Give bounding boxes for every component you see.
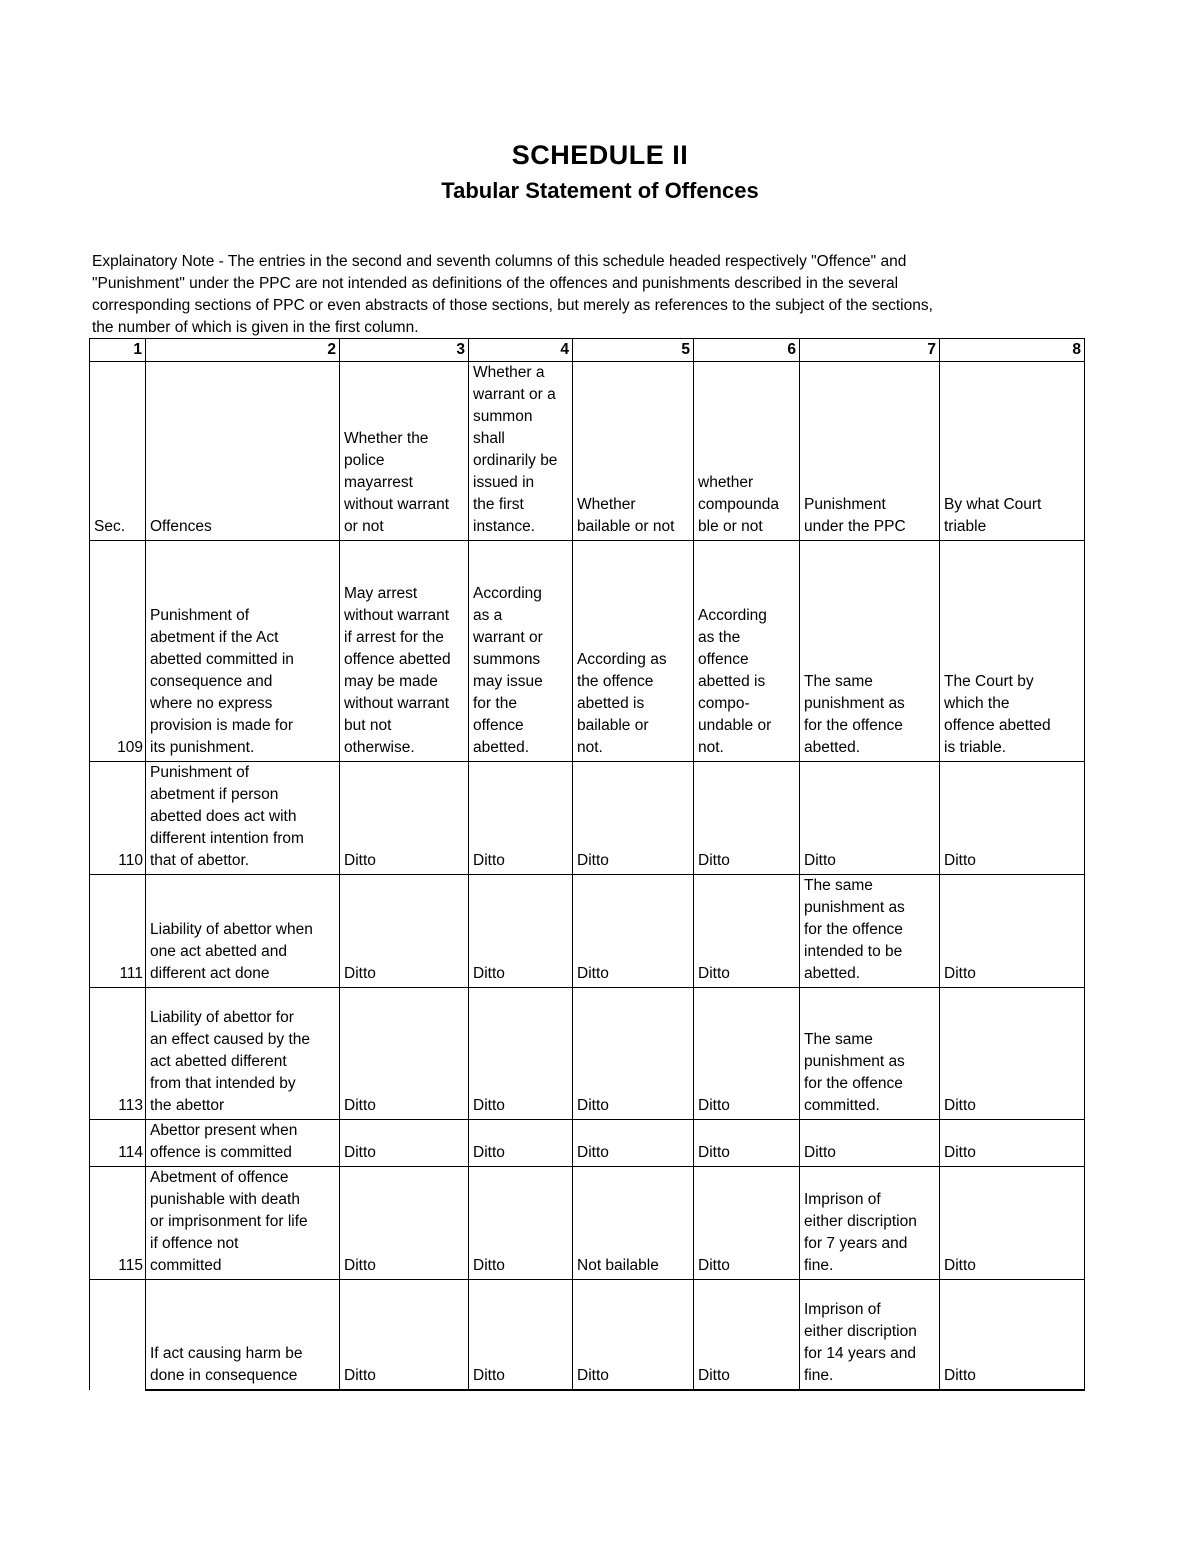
table-cell: Ditto [940,1280,1085,1390]
table-cell: According as the offence abetted is bailable or not. [573,541,694,762]
explanatory-note [92,251,1092,339]
section-number: 114 [90,1120,146,1167]
table-cell: Liability of abettor when one act abetted and different act done [146,875,340,988]
table-cell: Abettor present when offence is committed [146,1120,340,1167]
table-row [90,1120,1085,1167]
note-line: corresponding sections of PPC or even abstracts of those sections, but merely as references to the subject of the sections, [92,297,933,314]
table-row [90,1167,1085,1280]
column-header: Whether a warrant or a summon shall ordinarily be issued in the first instance. [469,362,573,541]
column-number-row [90,339,1085,362]
table-row [90,541,1085,762]
column-header: Punishment under the PPC [800,362,940,541]
table-cell: Imprison of either discription for 7 years and fine. [800,1167,940,1280]
table-cell: Ditto [694,1280,800,1390]
column-header: Sec. [90,362,146,541]
table-cell: Ditto [469,1280,573,1390]
note-line: "Punishment" under the PPC are not intended as definitions of the offences and punishments described in the several [92,275,899,292]
table-cell: Ditto [940,1167,1085,1280]
table-cell: Ditto [340,1120,469,1167]
table-cell: If act causing harm be done in consequence [146,1280,340,1390]
column-number: 2 [146,339,340,362]
table-cell: According as the offence abetted is compo- undable or not. [694,541,800,762]
page-title: SCHEDULE II [511,140,689,170]
table-cell: Ditto [573,875,694,988]
table-cell: Ditto [800,762,940,875]
section-number [90,1280,146,1390]
note-line: Explainatory Note - The entries in the second and seventh columns of this schedule headed respectively "Offence" and [92,253,907,270]
header-row [90,362,1085,541]
column-header: By what Court triable [940,362,1085,541]
table-cell: Ditto [573,988,694,1120]
table-cell: Ditto [694,1167,800,1280]
table-cell: Ditto [469,762,573,875]
table-cell: The same punishment as for the offence abetted. [800,541,940,762]
section-number: 110 [90,762,146,875]
column-number: 8 [940,339,1085,362]
column-number: 1 [90,339,146,362]
table-cell: Ditto [694,762,800,875]
column-header: Offences [146,362,340,541]
table-row [90,875,1085,988]
table-cell: The same punishment as for the offence intended to be abetted. [800,875,940,988]
table-cell: Ditto [694,875,800,988]
table-cell: Ditto [469,875,573,988]
table-row [90,1280,1085,1390]
section-number: 115 [90,1167,146,1280]
table-cell: The Court by which the offence abetted is triable. [940,541,1085,762]
column-number: 5 [573,339,694,362]
table-cell: Ditto [469,1120,573,1167]
column-number: 7 [800,339,940,362]
table-cell: Ditto [800,1120,940,1167]
table-row [90,762,1085,875]
offences-table [89,338,1085,1391]
section-number: 111 [90,875,146,988]
table-cell: Ditto [573,1280,694,1390]
table-cell: Ditto [694,988,800,1120]
table-cell: Ditto [940,762,1085,875]
table-cell: May arrest without warrant if arrest for the offence abetted may be made without warrant but not otherwise. [340,541,469,762]
table-cell: Abetment of offence punishable with death or imprisonment for life if offence not committed [146,1167,340,1280]
column-number: 6 [694,339,800,362]
table-cell: Ditto [469,1167,573,1280]
table-cell: Ditto [340,1167,469,1280]
table-cell: Ditto [573,1120,694,1167]
section-number: 113 [90,988,146,1120]
column-number: 4 [469,339,573,362]
note-line: the number of which is given in the first column. [92,319,419,336]
page-subtitle: Tabular Statement of Offences [441,178,759,203]
column-header: Whether the police mayarrest without warrant or not [340,362,469,541]
table-cell: Not bailable [573,1167,694,1280]
column-number: 3 [340,339,469,362]
table-cell: Ditto [694,1120,800,1167]
table-cell: Liability of abettor for an effect caused by the act abetted different from that intended by the abettor [146,988,340,1120]
table-cell: Imprison of either discription for 14 years and fine. [800,1280,940,1390]
section-number: 109 [90,541,146,762]
column-header: Whether bailable or not [573,362,694,541]
table-cell: Ditto [340,988,469,1120]
table-cell: Ditto [340,762,469,875]
table-cell: According as a warrant or summons may issue for the offence abetted. [469,541,573,762]
table-cell: Ditto [940,1120,1085,1167]
table-cell: Ditto [340,875,469,988]
table-cell: Ditto [340,1280,469,1390]
table-cell: Punishment of abetment if person abetted does act with different intention from that of abettor. [146,762,340,875]
table-cell: Ditto [469,988,573,1120]
table-cell: Punishment of abetment if the Act abetted committed in consequence and where no express provision is made for its punishment. [146,541,340,762]
table-row [90,988,1085,1120]
table-cell: Ditto [940,875,1085,988]
table-cell: The same punishment as for the offence committed. [800,988,940,1120]
table-cell: Ditto [940,988,1085,1120]
column-header: whether compounda ble or not [694,362,800,541]
table-cell: Ditto [573,762,694,875]
